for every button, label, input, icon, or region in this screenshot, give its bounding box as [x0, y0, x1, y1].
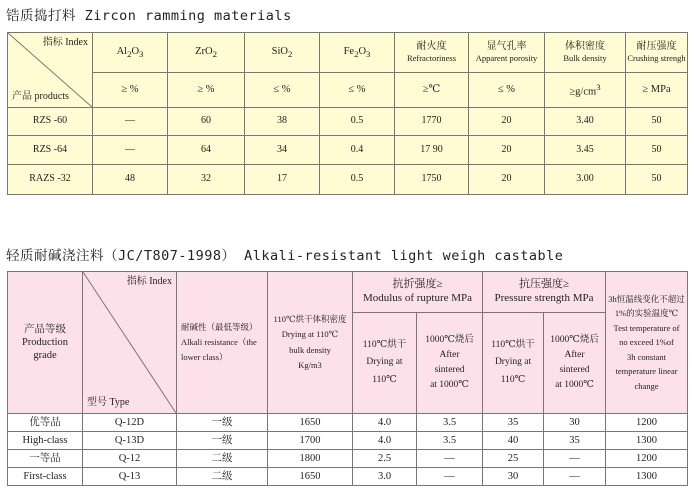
zircon-table	[7, 32, 688, 195]
rupture-header: 抗折强度≥ Modulus of rupture MPa	[353, 272, 483, 313]
header-sio2: SiO$_2$	[245, 33, 320, 73]
diagonal-line	[83, 272, 176, 413]
value-cell: 3.5	[417, 432, 483, 450]
unit-cell: ≥ MPa	[626, 73, 688, 108]
value-cell: 34	[245, 136, 320, 165]
corner-index-label: 指标 Index	[42, 37, 88, 48]
value-cell: 二级	[177, 468, 268, 486]
corner-index-label: 指标 Index	[126, 276, 172, 287]
zircon-corner-cell	[8, 33, 93, 108]
castable-title: 轻质耐碱浇注料（JC/T807-1998） Alkali-resistant light weigh castable	[6, 248, 564, 264]
rupture-dry-header: 110℃烘干 Drying at 110℃	[353, 313, 417, 414]
header-zro2: ZrO$_2$	[168, 33, 245, 73]
value-cell: 0.5	[320, 165, 395, 195]
table-row	[8, 414, 688, 432]
value-cell: 1650	[268, 414, 353, 432]
value-cell: 60	[168, 108, 245, 136]
value-cell: 1300	[606, 468, 688, 486]
thermal-header: 3h恒温线变化不超过1%的实验温度℃ Test temperature of no exceed 1%of 3h constant temperature linear change	[606, 272, 688, 414]
value-cell: 3.40	[545, 108, 626, 136]
grade-header: 产品等级 Production grade	[8, 272, 83, 414]
value-cell: 30	[483, 468, 544, 486]
value-cell: 48	[93, 165, 168, 195]
zircon-title: 锆质捣打料 Zircon ramming materials	[6, 8, 292, 24]
grade-label: High-class	[8, 432, 83, 450]
castable-table	[7, 271, 688, 486]
value-cell: —	[417, 450, 483, 468]
grade-label: 优等品	[8, 414, 83, 432]
table-row	[8, 108, 688, 136]
value-cell: 1200	[606, 450, 688, 468]
value-cell: —	[544, 450, 606, 468]
type-cell: Q-12D	[83, 414, 177, 432]
table-row	[8, 468, 688, 486]
value-cell: 1650	[268, 468, 353, 486]
value-cell: 0.5	[320, 108, 395, 136]
value-cell: 64	[168, 136, 245, 165]
value-cell: 一级	[177, 432, 268, 450]
value-cell: 20	[469, 108, 545, 136]
value-cell: 50	[626, 165, 688, 195]
unit-cell: ≥ %	[168, 73, 245, 108]
value-cell: 50	[626, 108, 688, 136]
table-row	[8, 165, 688, 195]
value-cell: 17	[245, 165, 320, 195]
header-bulk-density: 体积密度 Bulk density	[545, 33, 626, 73]
castable-corner-cell	[83, 272, 177, 414]
product-cell: RAZS -32	[8, 165, 93, 195]
product-cell: RZS -64	[8, 136, 93, 165]
density-header: 110℃烘干体积密度 Drying at 110℃ bulk density Kg/m3	[268, 272, 353, 414]
value-cell: 3.0	[353, 468, 417, 486]
pressure-dry-header: 110℃烘干 Drying at 110℃	[483, 313, 544, 414]
product-cell: RZS -60	[8, 108, 93, 136]
rupture-sinter-header: 1000℃烧后 After sintered at 1000℃	[417, 313, 483, 414]
corner-type-label: 型号 Type	[87, 396, 130, 408]
type-cell: Q-13	[83, 468, 177, 486]
value-cell: 1750	[395, 165, 469, 195]
unit-cell: ≤ %	[320, 73, 395, 108]
header-crushing-strength: 耐压强度 Crushing strengh	[626, 33, 688, 73]
value-cell: 3.45	[545, 136, 626, 165]
header-al2o3: $Al_2O_3$	[93, 33, 168, 73]
table-row	[8, 450, 688, 468]
type-cell: Q-13D	[83, 432, 177, 450]
value-cell: —	[93, 136, 168, 165]
value-cell: 4.0	[353, 414, 417, 432]
value-cell: 1300	[606, 432, 688, 450]
value-cell: —	[544, 468, 606, 486]
value-cell: 20	[469, 136, 545, 165]
unit-cell: $\ge g/cm^3$	[545, 73, 626, 108]
value-cell: —	[93, 108, 168, 136]
value-cell: —	[417, 468, 483, 486]
value-cell: 1700	[268, 432, 353, 450]
value-cell: 4.0	[353, 432, 417, 450]
table-row	[8, 136, 688, 165]
unit-cell: ≤ %	[245, 73, 320, 108]
unit-cell: ≤ %	[469, 73, 545, 108]
value-cell: 30	[544, 414, 606, 432]
header-refractoriness: 耐火度 Refractoriness	[395, 33, 469, 73]
type-cell: Q-12	[83, 450, 177, 468]
pressure-header: 抗压强度≥ Pressure strength MPa	[483, 272, 606, 313]
value-cell: 1770	[395, 108, 469, 136]
value-cell: 50	[626, 136, 688, 165]
value-cell: 35	[483, 414, 544, 432]
pressure-sinter-header: 1000℃烧后 After sintered at 1000℃	[544, 313, 606, 414]
value-cell: 35	[544, 432, 606, 450]
value-cell: 0.4	[320, 136, 395, 165]
table-row	[8, 432, 688, 450]
unit-cell: ≥ %	[93, 73, 168, 108]
value-cell: 17 90	[395, 136, 469, 165]
value-cell: 20	[469, 165, 545, 195]
unit-cell: ≥℃	[395, 73, 469, 108]
value-cell: 一级	[177, 414, 268, 432]
header-fe2o3: $Fe_2O_3$	[320, 33, 395, 73]
value-cell: 3.00	[545, 165, 626, 195]
corner-products-label: 产品 products	[12, 90, 69, 102]
value-cell: 32	[168, 165, 245, 195]
value-cell: 1200	[606, 414, 688, 432]
value-cell: 二级	[177, 450, 268, 468]
value-cell: 38	[245, 108, 320, 136]
grade-label: First-class	[8, 468, 83, 486]
alkali-header: 耐碱性（最低等级） Alkali resistance（the lower class）	[177, 272, 268, 414]
value-cell: 1800	[268, 450, 353, 468]
value-cell: 3.5	[417, 414, 483, 432]
value-cell: 2.5	[353, 450, 417, 468]
value-cell: 25	[483, 450, 544, 468]
value-cell: 40	[483, 432, 544, 450]
header-porosity: 显气孔率 Apparent porosity	[469, 33, 545, 73]
grade-label: 一等品	[8, 450, 83, 468]
